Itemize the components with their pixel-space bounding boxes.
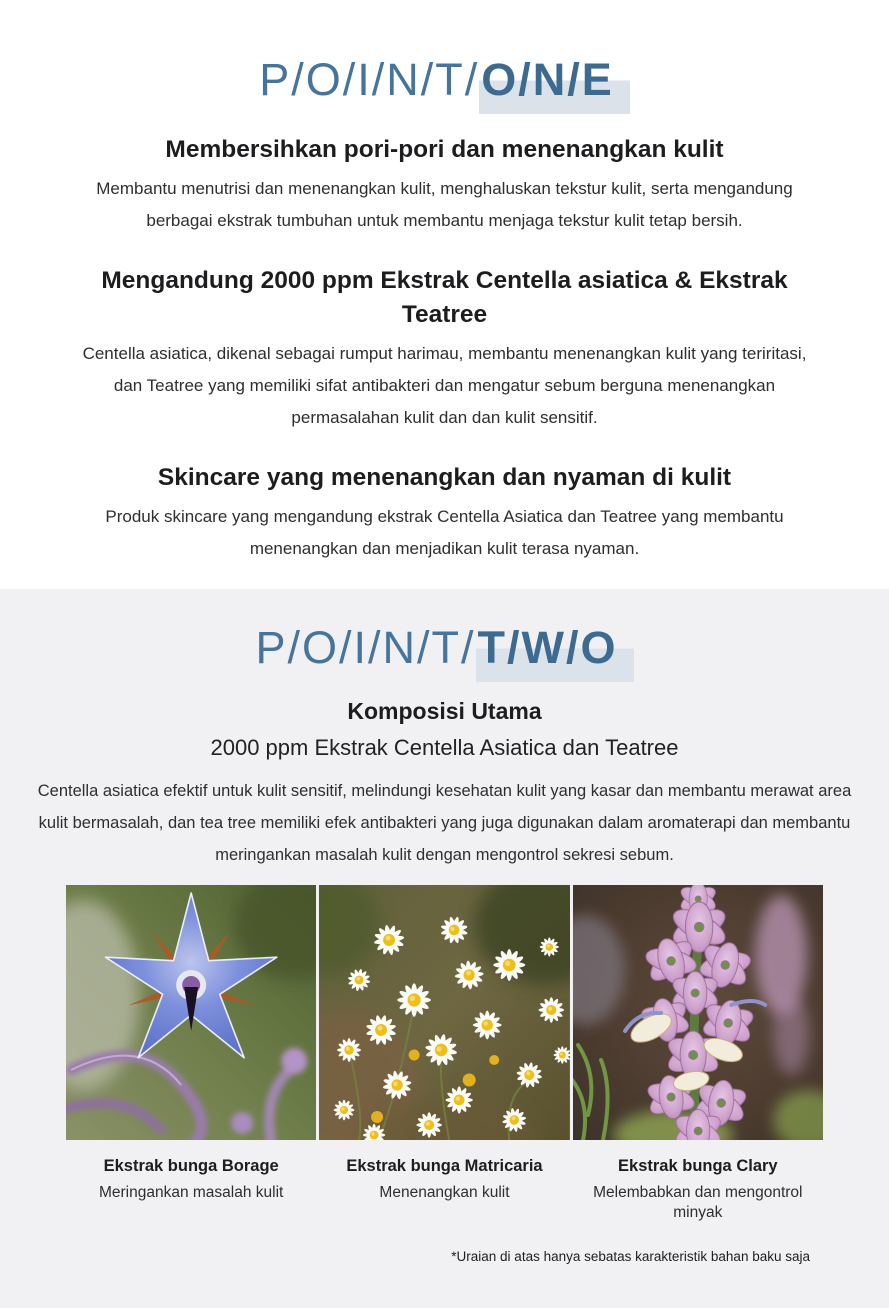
ingredient-name: Ekstrak bunga Clary [618,1156,778,1175]
benefit-block [60,461,829,565]
benefit-body: Produk skincare yang mengandung ekstrak Centella Asiatica dan Teatree yang membantu menenangkan dan menjadikan kulit terasa nyaman. [105,506,784,558]
ingredient-matricaria [319,885,569,1223]
ingredient-name: Ekstrak bunga Matricaria [346,1156,543,1175]
point-two-title [34,622,855,674]
ingredient-photo-row [66,885,823,1223]
composition-subtitle: 2000 ppm Ekstrak Centella Asiatica dan Teatree [210,734,679,760]
point-two-prefix: P/O/I/N/T/ [255,621,476,673]
footnote: *Uraian di atas hanya sebatas karakteristik bahan baku saja [451,1248,810,1264]
ingredient-desc: Meringankan masalah kulit [98,1183,284,1201]
section-point-one [0,0,889,571]
benefit-heading: Mengandung 2000 ppm Ekstrak Centella asiatica & Ekstrak Teatree [101,266,788,328]
benefit-heading: Skincare yang menenangkan dan nyaman di kulit [157,463,732,491]
matricaria-flower-photo [319,885,569,1140]
benefit-heading: Membersihkan pori-pori dan menenangkan kulit [165,135,724,163]
ingredient-desc: Menenangkan kulit [379,1183,510,1201]
point-one-title [60,54,829,106]
benefit-block [60,133,829,237]
composition-title: Komposisi Utama [347,697,542,724]
composition-body: Centella asiatica efektif untuk kulit sensitif, melindungi kesehatan kulit yang kasar dan membantu merawat area kulit bermasalah, dan tea tree memiliki efek antibakteri yang juga digunakan dalam aromaterapi dan membantu meringankan masalah kulit dengan mengontrol sekresi sebum. [37,781,852,864]
ingredient-clary [573,885,823,1223]
point-one-prefix: P/O/I/N/T/ [259,54,480,105]
benefit-block [60,264,829,434]
clary-flower-photo [573,885,823,1140]
benefit-body: Centella asiatica, dikenal sebagai rumput harimau, membantu menenangkan kulit yang teriritasi, dan Teatree yang memiliki sifat antibakteri dan mengatur sebum berguna menenangkan permasalahan kulit dan dan kulit sensitif. [82,343,807,427]
borage-flower-photo [66,885,316,1140]
section-point-two [0,589,889,1308]
point-one-highlight: O/N/E [479,54,630,114]
ingredient-desc: Melembabkan dan mengontrol minyak [593,1183,803,1221]
ingredient-borage [66,885,316,1223]
ingredient-name: Ekstrak bunga Borage [103,1156,279,1175]
point-two-highlight: T/W/O [476,622,634,682]
benefit-body: Membantu menutrisi dan menenangkan kulit, menghaluskan tekstur kulit, serta mengandung berbagai ekstrak tumbuhan untuk membantu menjaga tekstur kulit tetap bersih. [96,178,793,230]
